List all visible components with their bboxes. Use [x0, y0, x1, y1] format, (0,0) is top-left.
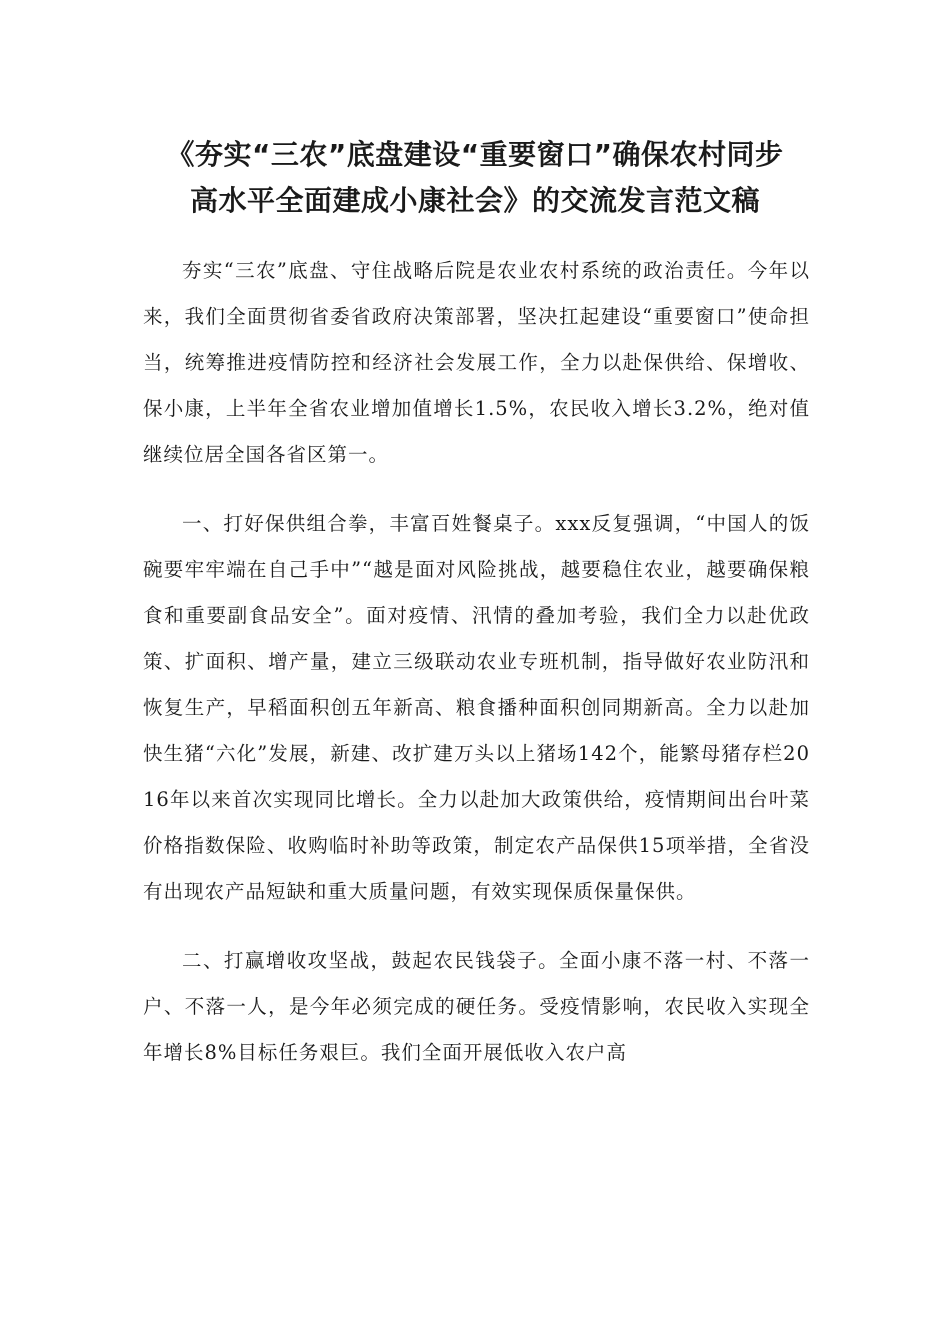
paragraph-section-1: 一、打好保供组合拳，丰富百姓餐桌子。xxx反复强调，“中国人的饭碗要牢牢端在自己手中”“越是面对风险挑战，越要稳住农业，越要确保粮食和重要副食品安全”。面对疫情、汛情的叠加考验，我们全力以赴优政策、扩面积、增产量，建立三级联动农业专班机制，指导做好农业防汛和恢复生产，早稻面积创五年新高、粮食播种面积创同期新高。全力以赴加快生猪“六化”发展，新建、改扩建万头以上猪场142个，能繁母猪存栏2016年以来首次实现同比增长。全力以赴加大政策供给，疫情期间出台叶菜价格指数保险、收购临时补助等政策，制定农产品保供15项举措，全省没有出现农产品短缺和重大质量问题，有效实现保质保量保供。 — [143, 512, 810, 903]
paragraph-section-2: 二、打赢增收攻坚战，鼓起农民钱袋子。全面小康不落一村、不落一户、不落一人，是今年必须完成的硬任务。受疫情影响，农民收入实现全年增长8%目标任务艰巨。我们全面开展低收入农户高 — [143, 949, 810, 1064]
paragraph-intro: 夯实“三农”底盘、守住战略后院是农业农村系统的政治责任。今年以来，我们全面贯彻省委省政府决策部署，坚决扛起建设“重要窗口”使命担当，统筹推进疫情防控和经济社会发展工作，全力以赴保供给、保增收、保小康，上半年全省农业增加值增长1.5%，农民收入增长3.2%，绝对值继续位居全国各省区第一。 — [143, 259, 810, 466]
document-title — [100, 132, 850, 224]
title-line-1: 《夯实“三农”底盘建设“重要窗口”确保农村同步 — [166, 138, 784, 171]
title-line-2: 高水平全面建成小康社会》的交流发言范文稿 — [189, 184, 760, 217]
document-body — [143, 248, 810, 1099]
